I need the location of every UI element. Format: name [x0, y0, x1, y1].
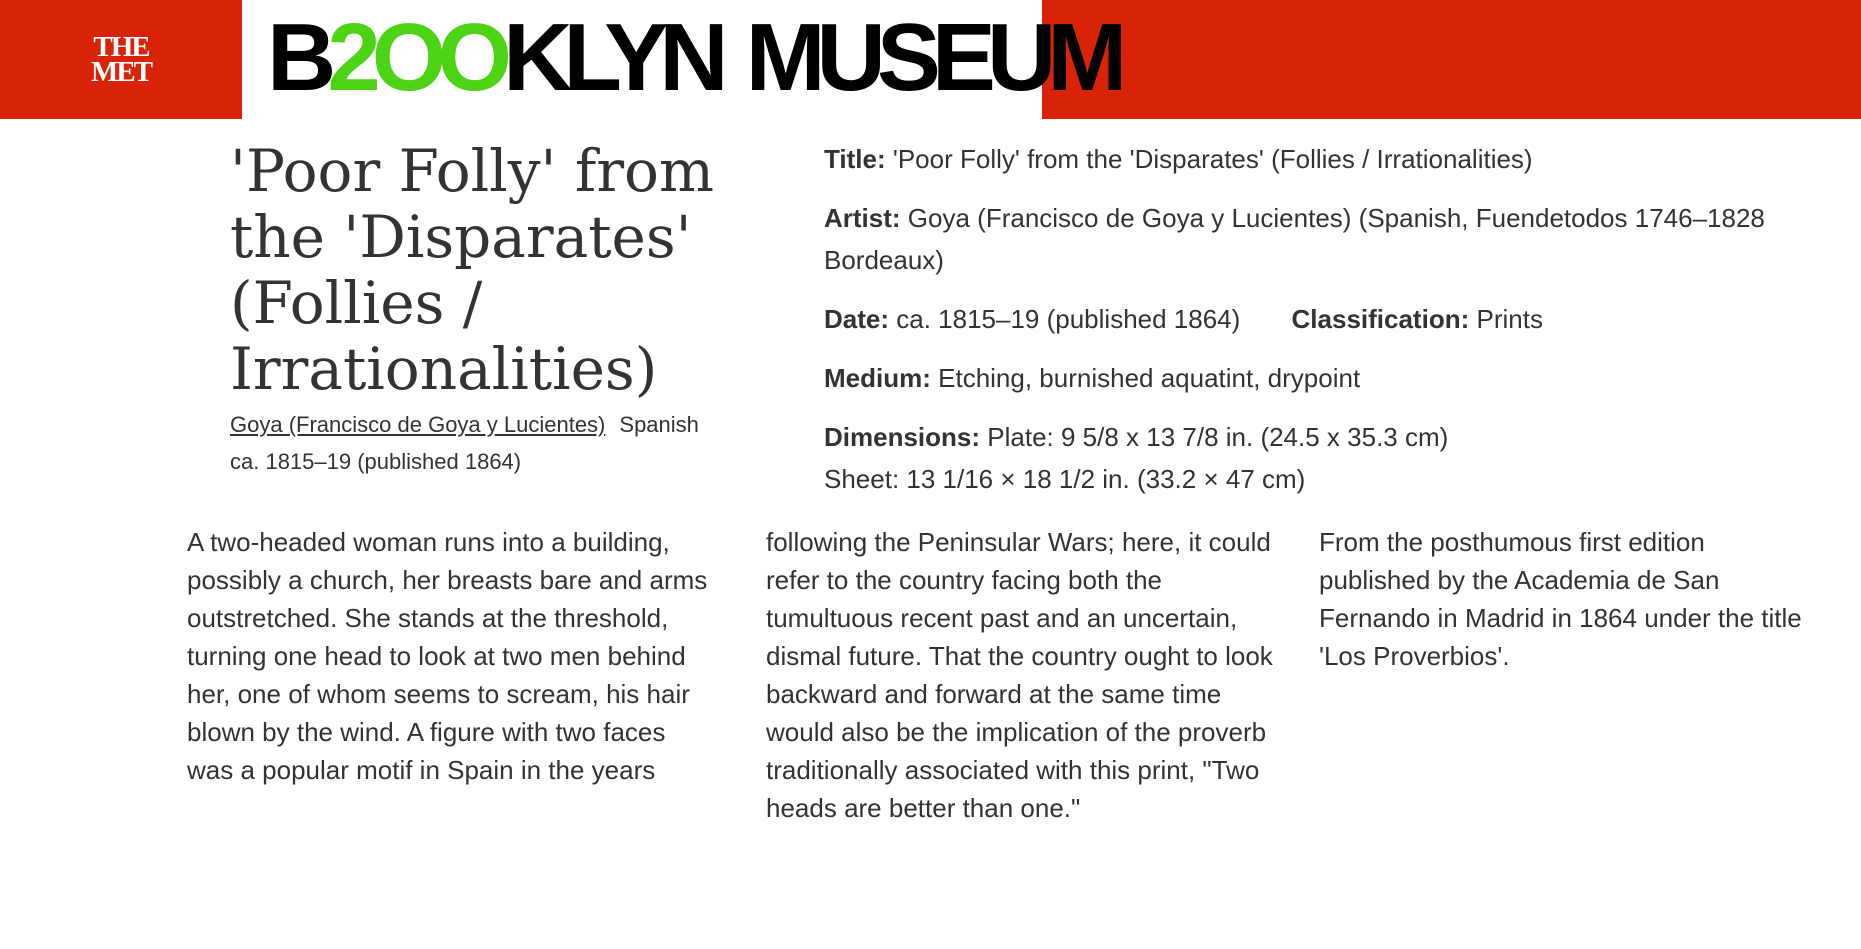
detail-dimensions-sheet-row [824, 458, 1824, 500]
description-column-3: From the posthumous first edition published by the Academia de San Fernando in Madrid in 1864 under the title 'Los Proverbios'. [1319, 527, 1802, 671]
description-column-2: following the Peninsular Wars; here, it could refer to the country facing both the tumultuous recent past and an uncertain, dismal future. That the country ought to look backward and forward at the same time would also be the implication of the proverb traditionally associated with this print, "Two heads are better than one." [766, 527, 1273, 823]
artwork-details [824, 138, 1824, 500]
detail-title-value: 'Poor Folly' from the 'Disparates' (Follies / Irrationalities) [892, 144, 1533, 174]
detail-classification-value: Prints [1476, 304, 1543, 334]
detail-classification-label: Classification: [1291, 304, 1470, 334]
wordmark-part-b: B [267, 4, 328, 111]
detail-artist-value: Goya (Francisco de Goya y Lucientes) (Spanish, Fuendetodos 1746–1828 Bordeaux) [824, 203, 1765, 275]
detail-date-value: ca. 1815–19 (published 1864) [896, 304, 1241, 334]
met-logo[interactable] [0, 0, 242, 119]
detail-medium-row [824, 357, 1824, 399]
brooklyn-museum-wordmark [267, 4, 1119, 111]
detail-medium-value: Etching, burnished aquatint, drypoint [938, 363, 1361, 393]
detail-dimensions-label: Dimensions: [824, 422, 981, 452]
artist-link[interactable]: Goya (Francisco de Goya y Lucientes) [230, 412, 606, 437]
detail-classification [1292, 304, 1543, 334]
detail-artist-label: Artist: [824, 203, 901, 233]
artwork-byline [230, 406, 770, 480]
wordmark-part-klyn: KLYN [503, 4, 720, 111]
artwork-title: 'Poor Folly' from the 'Disparates' (Follies / Irrationalities) [230, 137, 714, 403]
detail-date-row [824, 298, 1824, 340]
detail-medium-label: Medium: [824, 363, 931, 393]
wordmark-part-museum: MUSEUM [745, 4, 1119, 111]
detail-title-label: Title: [824, 144, 886, 174]
artwork-date-line: ca. 1815–19 (published 1864) [230, 449, 522, 474]
detail-dimensions-plate: Plate: 9 5/8 x 13 7/8 in. (24.5 x 35.3 cm) [987, 422, 1449, 452]
wordmark-part-200: 2OO [327, 4, 504, 111]
detail-dimensions-row [824, 416, 1824, 458]
detail-title-row [824, 138, 1824, 180]
detail-date-label: Date: [824, 304, 890, 334]
description-column-1: A two-headed woman runs into a building, possibly a church, her breasts bare and arms outstretched. She stands at the threshold, turning one head to look at two men behind her, one of whom seems to scream, his hair blown by the wind. A figure with two faces was a popular motif in Spain in the years [187, 527, 708, 785]
detail-artist-row [824, 197, 1824, 281]
brooklyn-museum-logo[interactable] [242, 0, 1119, 119]
detail-dimensions-sheet: Sheet: 13 1/16 × 18 1/2 in. (33.2 × 47 cm) [824, 464, 1306, 494]
met-logo-text: THE MET [90, 30, 152, 88]
header-bar [0, 0, 1861, 119]
artist-nationality: Spanish [619, 412, 699, 437]
